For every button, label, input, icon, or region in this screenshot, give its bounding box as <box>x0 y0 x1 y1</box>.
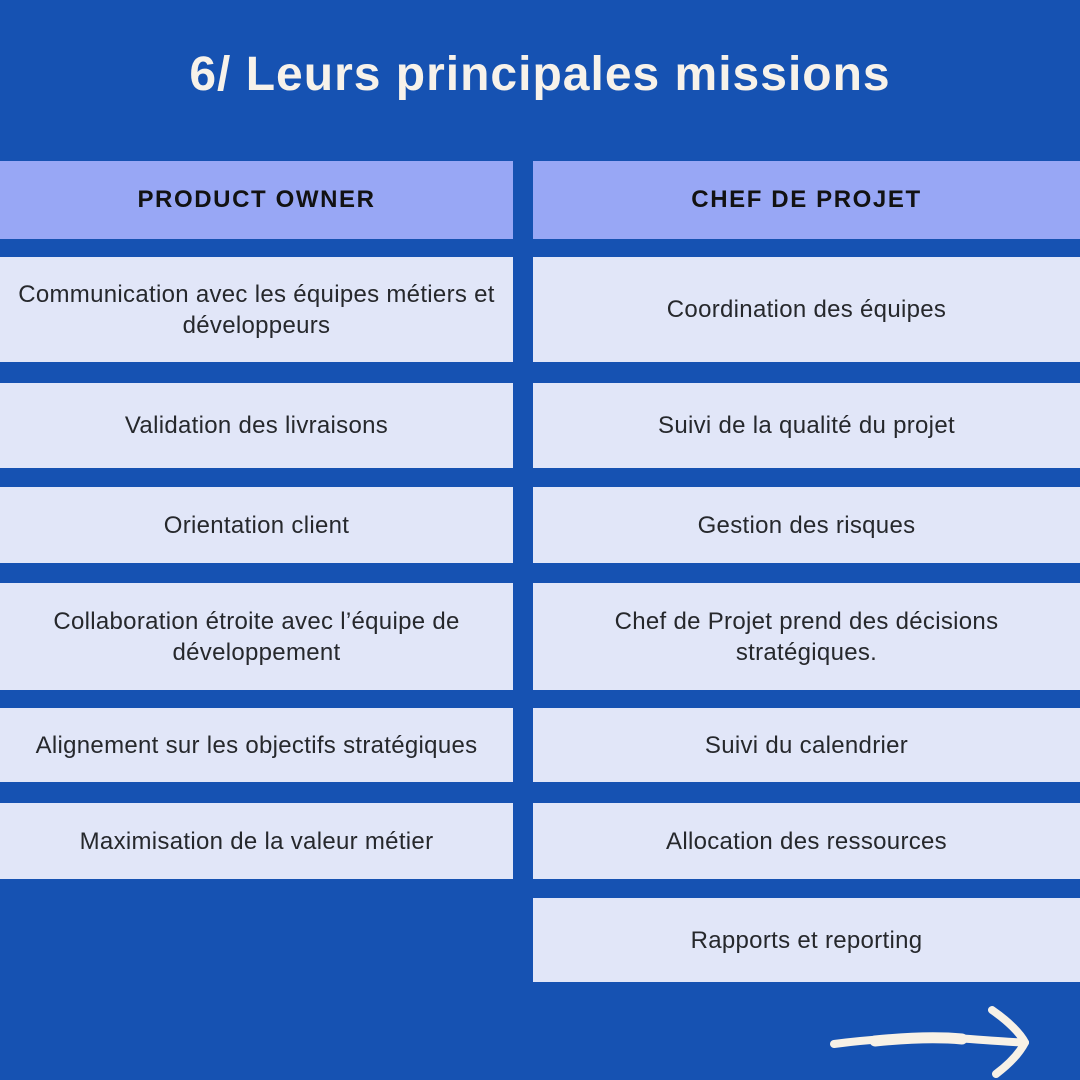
product-owner-mission-item: Alignement sur les objectifs stratégiques <box>0 708 513 782</box>
chef-de-projet-mission-item: Coordination des équipes <box>533 257 1080 362</box>
product-owner-mission-item: Orientation client <box>0 487 513 563</box>
column-header-chef-de-projet: CHEF DE PROJET <box>533 161 1080 239</box>
product-owner-mission-item: Communication avec les équipes métiers et développeurs <box>0 257 513 362</box>
hand-drawn-right-arrow-icon <box>820 995 1050 1080</box>
product-owner-mission-item: Collaboration étroite avec l’équipe de développement <box>0 583 513 690</box>
chef-de-projet-mission-item: Gestion des risques <box>533 487 1080 563</box>
chef-de-projet-mission-item: Suivi de la qualité du projet <box>533 383 1080 468</box>
page-title: 6/ Leurs principales missions <box>189 48 891 101</box>
chef-de-projet-mission-item: Allocation des ressources <box>533 803 1080 879</box>
chef-de-projet-mission-item: Chef de Projet prend des décisions stratégiques. <box>533 583 1080 690</box>
product-owner-mission-item: Maximisation de la valeur métier <box>0 803 513 879</box>
column-header-product-owner: PRODUCT OWNER <box>0 161 513 239</box>
product-owner-mission-item: Validation des livraisons <box>0 383 513 468</box>
chef-de-projet-mission-item: Suivi du calendrier <box>533 708 1080 782</box>
chef-de-projet-mission-item: Rapports et reporting <box>533 898 1080 982</box>
